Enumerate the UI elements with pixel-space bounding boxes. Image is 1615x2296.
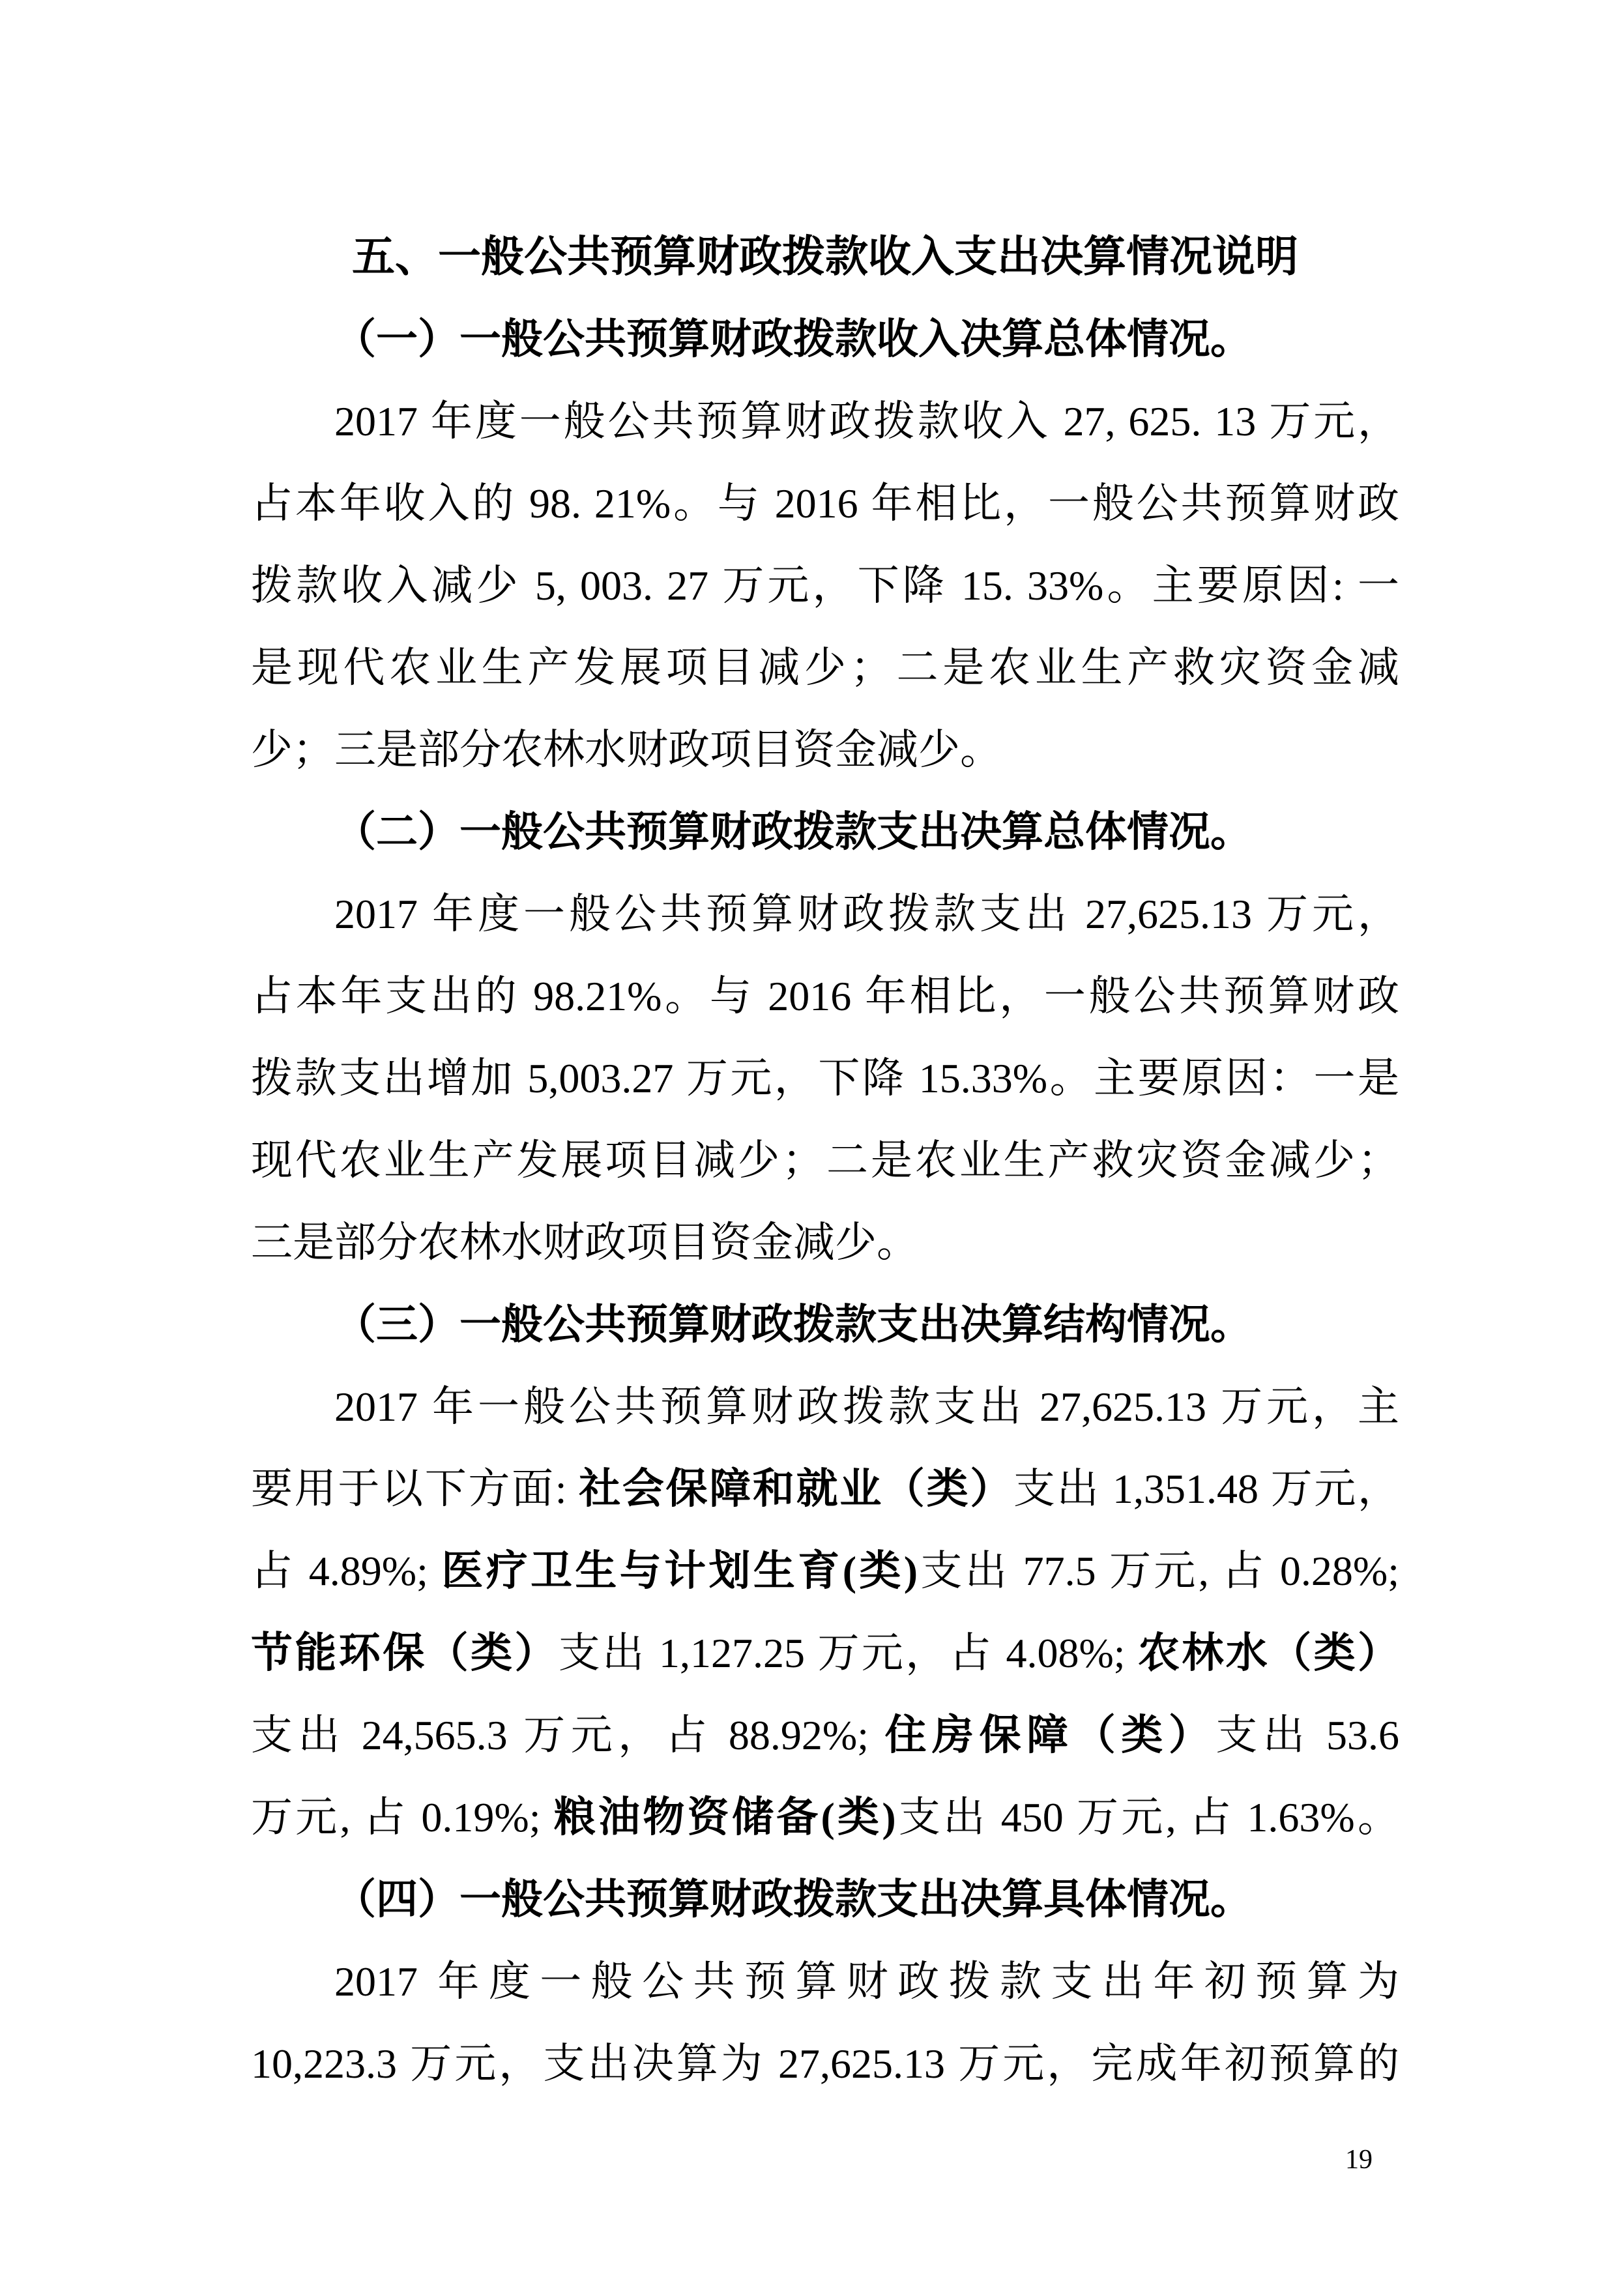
section-heading-three <box>251 1284 1399 1366</box>
term-grain-reserve: 粮油物资储备(类) <box>553 1794 896 1840</box>
paragraph-line <box>251 545 1399 627</box>
term-social-security-employment: 社会保障和就业（类） <box>579 1466 1013 1512</box>
paragraph-line <box>251 873 1399 955</box>
paragraph-line <box>251 955 1399 1038</box>
line-text: 拨款支出增加 5,003.27 万元，下降 15.33%。主要原因：一是 <box>251 1055 1399 1101</box>
text-block <box>251 216 1399 2105</box>
line-text: 10,223.3 万元，支出决算为 27,625.13 万元，完成年初预算的 <box>251 2041 1399 2087</box>
line-text: 支出 24,565.3 万元，占 88.92%; <box>251 1712 885 1758</box>
line-text: 2017 年度一般公共预算财政拨款收入 27, 625. 13 万元， <box>334 398 1399 444</box>
line-text: 2017 年度一般公共预算财政拨款支出年初预算为 <box>334 1958 1399 2005</box>
heading-text: （三）一般公共预算财政拨款支出决算结构情况。 <box>334 1301 1252 1348</box>
paragraph-line <box>251 1038 1399 1120</box>
line-text: 支出 1,351.48 万元， <box>1013 1466 1400 1512</box>
paragraph-line <box>251 1120 1399 1202</box>
line-text: 万元, 占 0.19%; <box>251 1794 554 1840</box>
heading-text: （二）一般公共预算财政拨款支出决算总体情况。 <box>334 809 1252 855</box>
line-text: 支出 450 万元, 占 1.63%。 <box>895 1794 1400 1840</box>
term-housing-security: 住房保障（类） <box>884 1712 1216 1758</box>
heading-text: （一）一般公共预算财政拨款收入决算总体情况。 <box>334 316 1252 362</box>
title-text: 五、一般公共预算财政拨款收入支出决算情况说明 <box>352 233 1298 281</box>
line-text: 拨款收入减少 5, 003. 27 万元，下降 15. 33%。主要原因: 一 <box>251 562 1399 609</box>
paragraph-line <box>251 1694 1399 1777</box>
paragraph-line <box>251 1612 1399 1694</box>
paragraph-line <box>251 1202 1399 1284</box>
line-text: 支出 53.6 <box>1215 1712 1400 1758</box>
line-text: 现代农业生产发展项目减少；二是农业生产救灾资金减少； <box>251 1137 1399 1184</box>
section-heading-two <box>251 791 1399 873</box>
paragraph-line <box>251 1941 1399 2023</box>
paragraph-line <box>251 1777 1399 1859</box>
line-text: 占 4.89%; <box>251 1548 442 1594</box>
page-number: 19 <box>1345 2145 1373 2175</box>
paragraph-line <box>251 1448 1399 1530</box>
paragraph-line <box>251 463 1399 545</box>
paragraph-line <box>251 627 1399 709</box>
line-text: 占本年支出的 98.21%。与 2016 年相比，一般公共预算财政 <box>251 973 1399 1019</box>
document-title <box>251 216 1399 298</box>
line-text: 要用于以下方面: <box>251 1466 579 1512</box>
line-text: 支出 77.5 万元, 占 0.28%; <box>918 1548 1400 1594</box>
section-heading-one <box>251 298 1399 381</box>
paragraph-line <box>251 2023 1399 2105</box>
line-text: 2017 年度一般公共预算财政拨款支出 27,625.13 万元， <box>334 891 1399 937</box>
line-text: 三是部分农林水财政项目资金减少。 <box>251 1219 918 1266</box>
term-energy-environment: 节能环保（类） <box>251 1630 559 1676</box>
paragraph-line <box>251 709 1399 791</box>
paragraph-line <box>251 381 1399 463</box>
paragraph-line <box>251 1530 1399 1612</box>
term-health-family-planning: 医疗卫生与计划生育(类) <box>441 1548 918 1594</box>
line-text: 支出 1,127.25 万元，占 4.08%; <box>558 1630 1138 1676</box>
line-text: 少；三是部分农林水财政项目资金减少。 <box>251 727 1002 773</box>
paragraph-line <box>251 1366 1399 1448</box>
term-agriculture-forestry-water: 农林水（类） <box>1138 1630 1400 1676</box>
line-text: 占本年收入的 98. 21%。与 2016 年相比，一般公共预算财政 <box>251 480 1399 527</box>
line-text: 2017 年一般公共预算财政拨款支出 27,625.13 万元，主 <box>334 1384 1399 1430</box>
line-text: 是现代农业生产发展项目减少；二是农业生产救灾资金减 <box>251 645 1399 691</box>
section-heading-four <box>251 1859 1399 1941</box>
heading-text: （四）一般公共预算财政拨款支出决算具体情况。 <box>334 1876 1252 1923</box>
